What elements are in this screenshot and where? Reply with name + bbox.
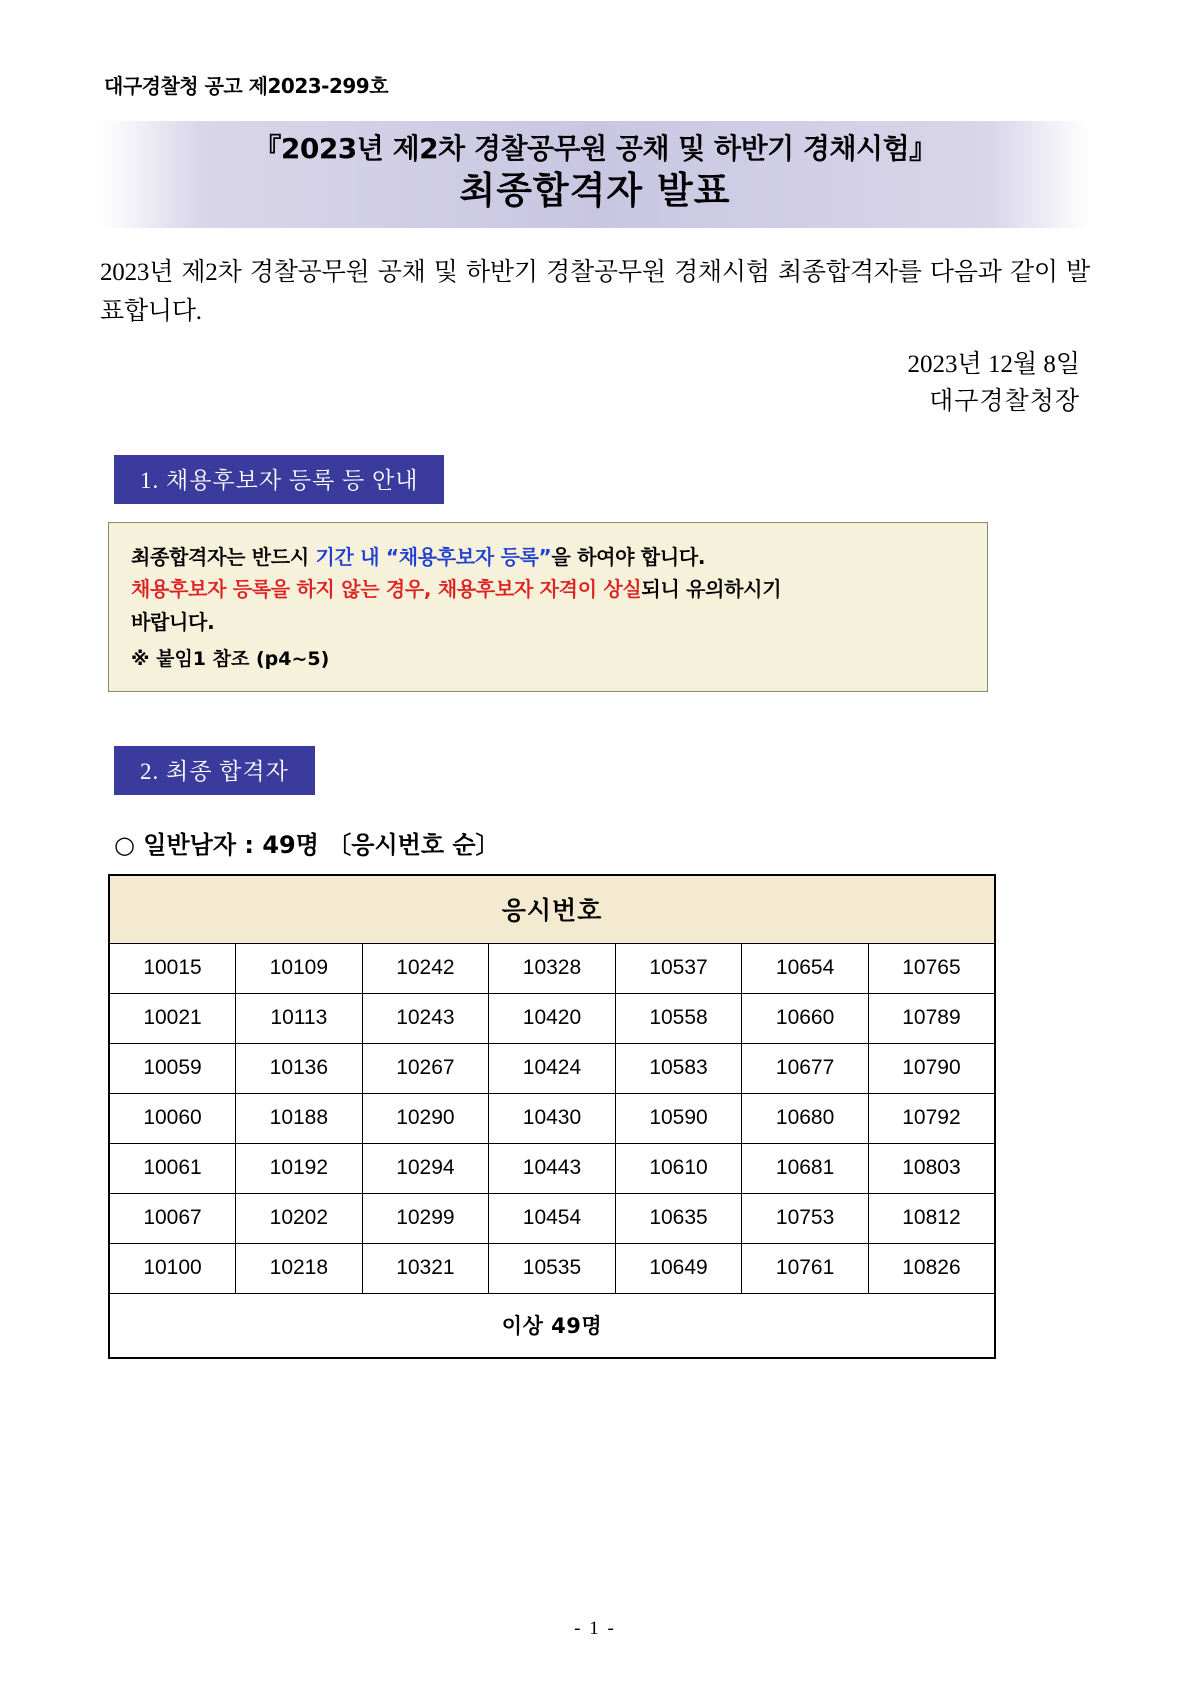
table-total-count: 이상 49명 [109, 1293, 995, 1358]
table-cell: 10761 [742, 1243, 869, 1293]
table-cell: 10812 [868, 1193, 995, 1243]
table-cell: 10430 [489, 1093, 616, 1143]
title-banner [100, 121, 1090, 228]
table-cell: 10243 [362, 993, 489, 1043]
title-line-1: 『2023년 제2차 경찰공무원 공채 및 하반기 경채시험』 [253, 132, 937, 165]
intro-line-1: 2023년 제2차 경찰공무원 공채 및 하반기 경찰공무원 경채시험 [100, 259, 770, 287]
table-cell: 10060 [109, 1093, 236, 1143]
document-number: 대구경찰청 공고 제2023-299호 [104, 74, 389, 98]
table-cell: 10109 [236, 943, 363, 993]
table-cell: 10660 [742, 993, 869, 1043]
table-cell: 10242 [362, 943, 489, 993]
table-row [109, 1093, 995, 1143]
table-cell: 10583 [615, 1043, 742, 1093]
table-footer-row [109, 1293, 995, 1358]
table-row [109, 1193, 995, 1243]
notice-line-2 [131, 573, 965, 605]
table-cell: 10294 [362, 1143, 489, 1193]
intro-line-2: 최종합격자를 다음과 같이 발표합니다. [100, 259, 1090, 325]
table-cell: 10188 [236, 1093, 363, 1143]
table-cell: 10299 [362, 1193, 489, 1243]
table-cell: 10321 [362, 1243, 489, 1293]
table-cell: 10535 [489, 1243, 616, 1293]
table-row [109, 1143, 995, 1193]
notice-text-a: 최종합격자는 반드시 [131, 544, 316, 569]
table-body [109, 943, 995, 1358]
notice-text-b: 을 하여야 합니다. [551, 544, 706, 569]
table-cell: 10059 [109, 1043, 236, 1093]
notice-line-3: 바랍니다. [131, 609, 215, 634]
table-cell: 10792 [868, 1093, 995, 1143]
table-cell: 10765 [868, 943, 995, 993]
notice-text-highlight-blue: 기간 내 “채용후보자 등록” [315, 544, 552, 569]
table-cell: 10113 [236, 993, 363, 1043]
table-header-exam-number: 응시번호 [109, 875, 995, 944]
table-cell: 10192 [236, 1143, 363, 1193]
table-cell: 10424 [489, 1043, 616, 1093]
table-row [109, 993, 995, 1043]
table-cell: 10789 [868, 993, 995, 1043]
table-cell: 10100 [109, 1243, 236, 1293]
table-cell: 10635 [615, 1193, 742, 1243]
announcement-date: 2023년 12월 8일 [907, 350, 1080, 378]
notice-box [108, 522, 988, 692]
table-cell: 10558 [615, 993, 742, 1043]
table-cell: 10136 [236, 1043, 363, 1093]
page-number: - 1 - [574, 1618, 616, 1639]
table-cell: 10290 [362, 1093, 489, 1143]
section-heading-2: 2. 최종 합격자 [114, 746, 315, 795]
table-row [109, 943, 995, 993]
table-cell: 10067 [109, 1193, 236, 1243]
table-cell: 10654 [742, 943, 869, 993]
notice-text-c: 되니 유의하시기 [641, 577, 782, 602]
table-cell: 10790 [868, 1043, 995, 1093]
table-cell: 10677 [742, 1043, 869, 1093]
table-cell: 10590 [615, 1093, 742, 1143]
table-cell: 10681 [742, 1143, 869, 1193]
table-cell: 10610 [615, 1143, 742, 1193]
table-head [109, 875, 995, 944]
table-cell: 10537 [615, 943, 742, 993]
successful-candidates-table [108, 874, 996, 1359]
table-row [109, 1043, 995, 1093]
table-cell: 10454 [489, 1193, 616, 1243]
notice-reference-note: ※ 붙임1 참조 (p4~5) [131, 647, 330, 670]
table-cell: 10826 [868, 1243, 995, 1293]
notice-text-highlight-red: 채용후보자 등록을 하지 않는 경우, 채용후보자 자격이 상실 [131, 577, 642, 602]
table-cell: 10753 [742, 1193, 869, 1243]
table-cell: 10649 [615, 1243, 742, 1293]
subsection-heading-general-male: ○ 일반남자 : 49명 〔응시번호 순〕 [114, 830, 500, 859]
table-cell: 10021 [109, 993, 236, 1043]
table-cell: 10803 [868, 1143, 995, 1193]
section-heading-1: 1. 채용후보자 등록 등 안내 [114, 455, 444, 504]
table-cell: 10680 [742, 1093, 869, 1143]
table-cell: 10267 [362, 1043, 489, 1093]
table-header-row [109, 875, 995, 944]
table-cell: 10015 [109, 943, 236, 993]
table-cell: 10202 [236, 1193, 363, 1243]
title-line-2: 최종합격자 발표 [459, 169, 731, 212]
table-cell: 10420 [489, 993, 616, 1043]
table-cell: 10443 [489, 1143, 616, 1193]
table-cell: 10061 [109, 1143, 236, 1193]
intro-paragraph [100, 254, 1090, 332]
notice-line-1 [131, 541, 965, 573]
table-cell: 10328 [489, 943, 616, 993]
issuing-organization: 대구경찰청장 [929, 388, 1080, 416]
table-row [109, 1243, 995, 1293]
table-cell: 10218 [236, 1243, 363, 1293]
